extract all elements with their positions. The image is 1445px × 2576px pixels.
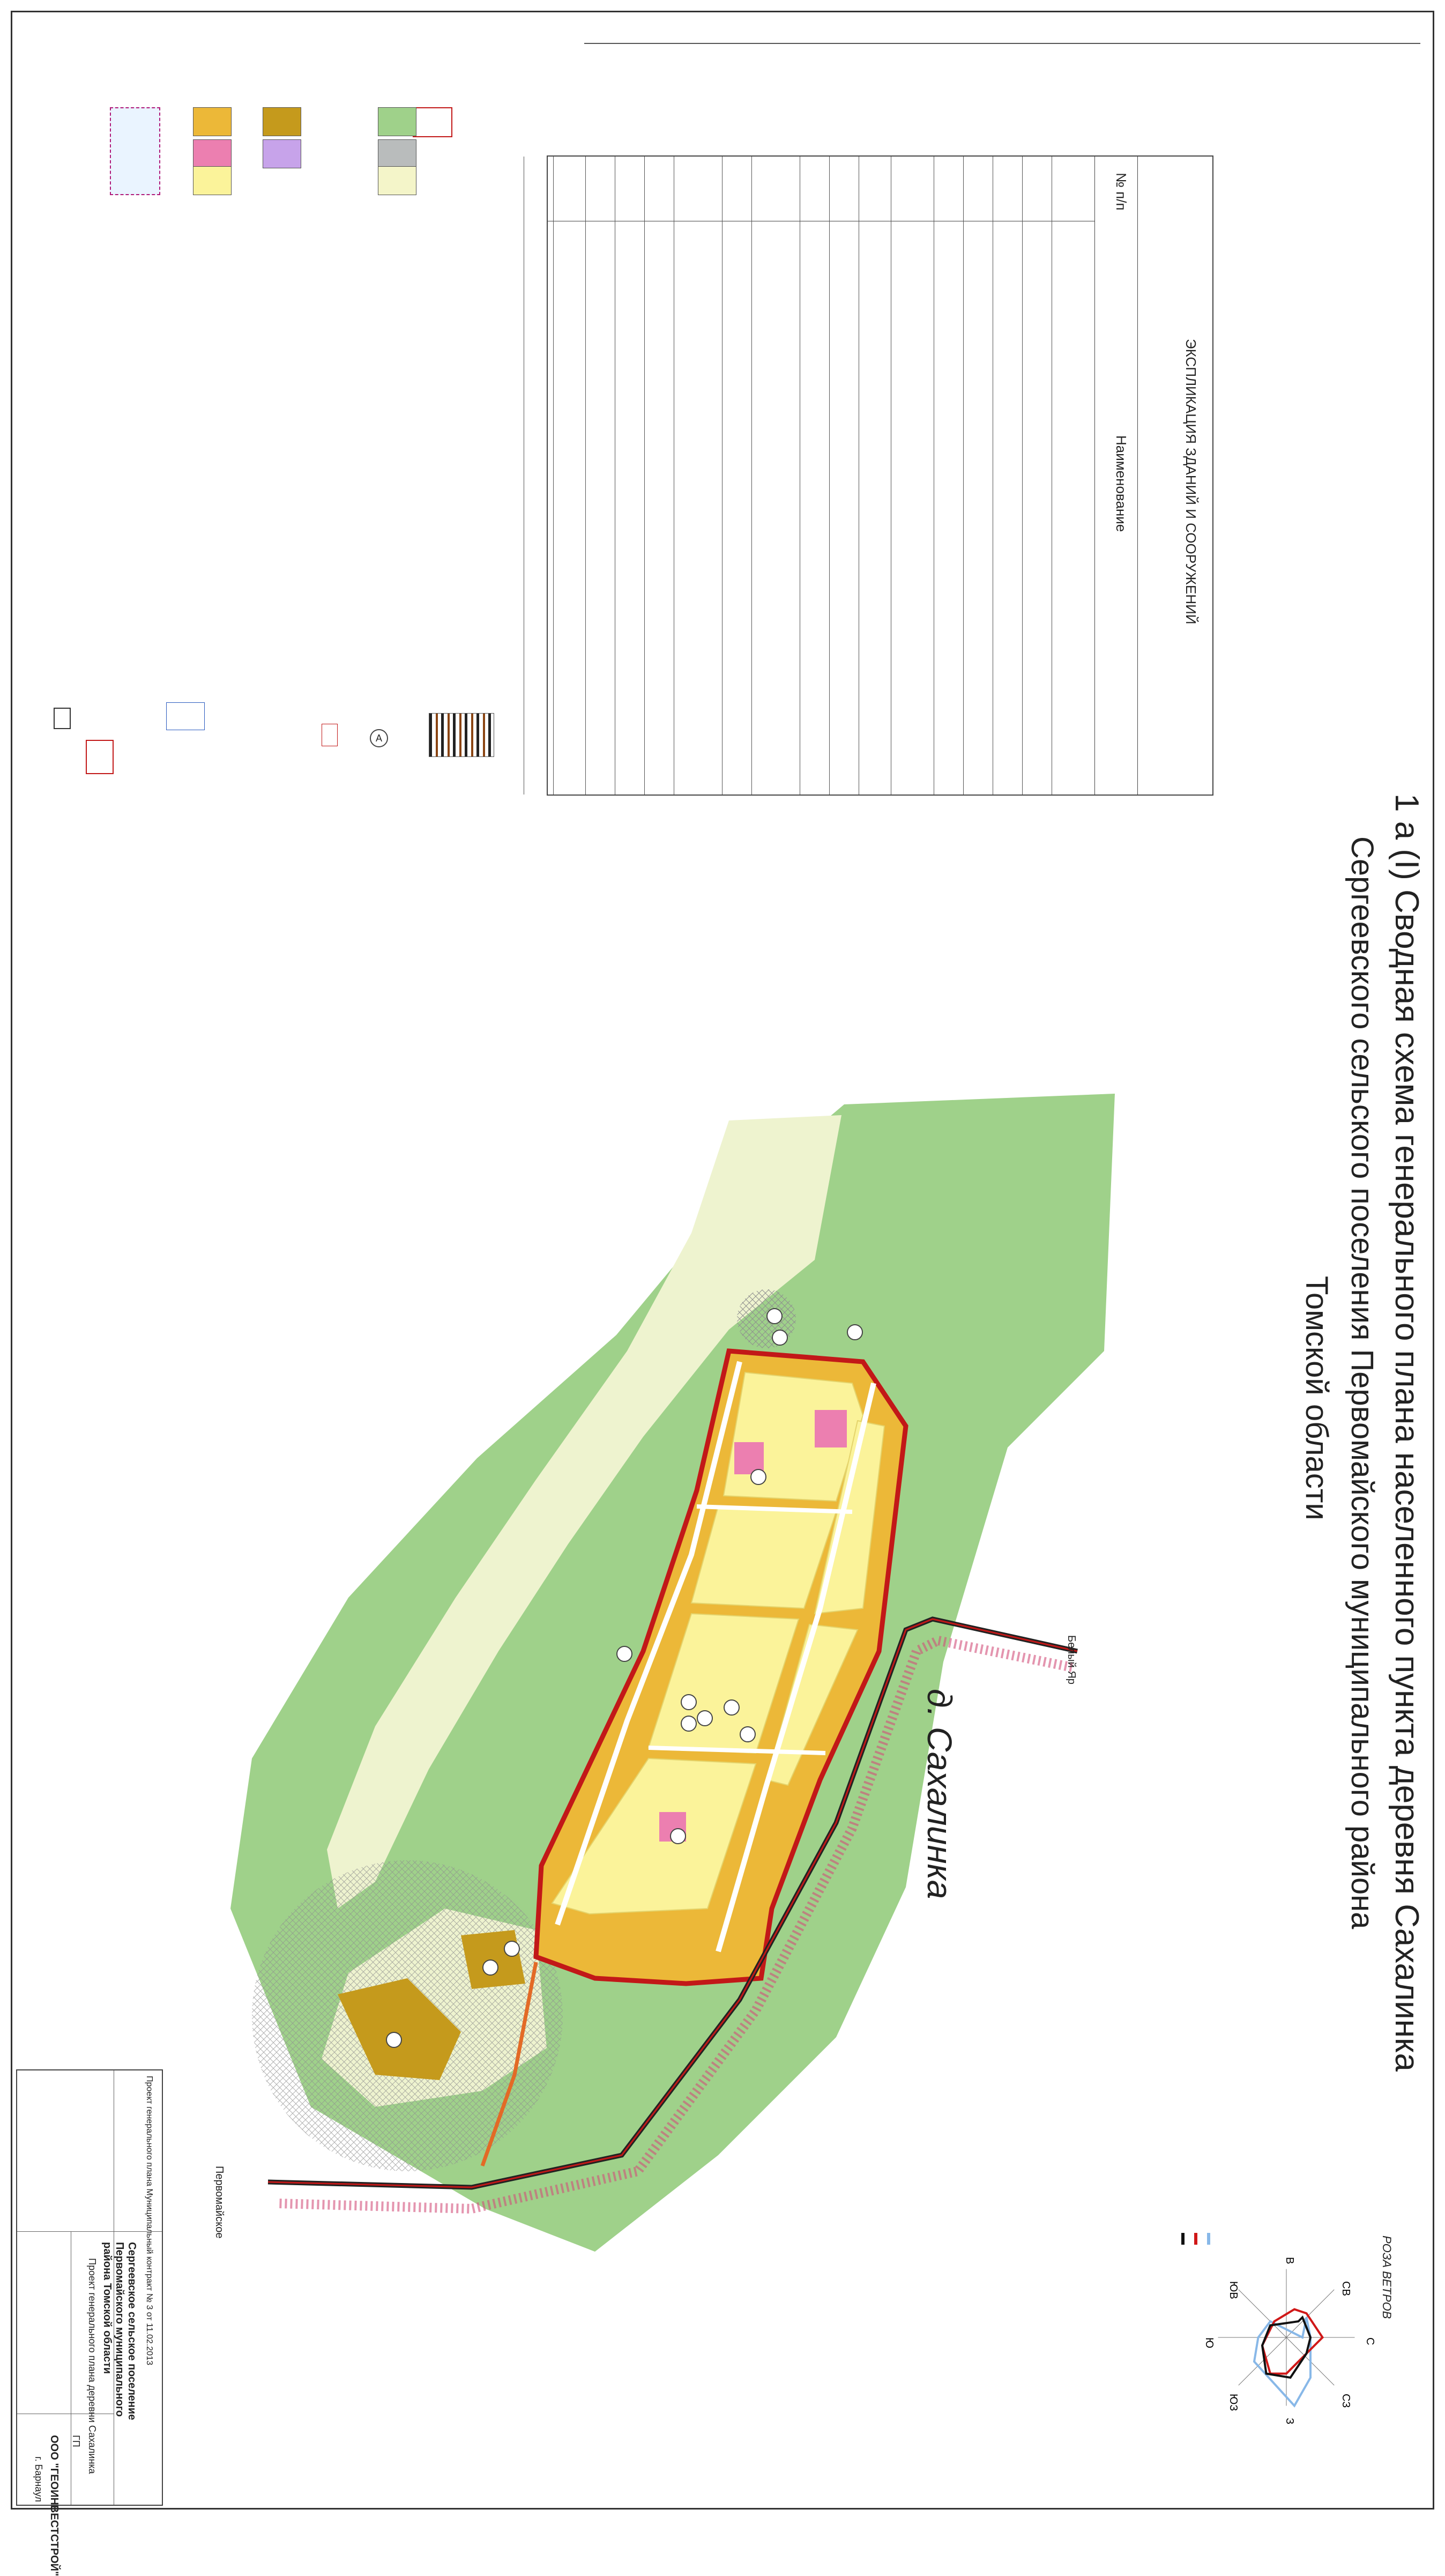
stamp-doc-title: Проект генерального плана деревни Сахалинка <box>87 2258 98 2474</box>
map-number-marker <box>697 1710 713 1726</box>
wind-rose-direction: Ю <box>1203 2337 1215 2349</box>
explication-title: ЭКСПЛИКАЦИЯ ЗДАНИЙ И СООРУЖЕНИЙ <box>1183 339 1199 625</box>
wind-rose-axis <box>1286 2290 1334 2337</box>
bus-stop-icon: A <box>370 729 388 747</box>
public-building-7a <box>815 1410 847 1447</box>
wind-rose-direction: ЮЗ <box>1227 2394 1239 2411</box>
stamp-city: г. Барнаул <box>33 2456 44 2503</box>
map-number-marker <box>482 1959 498 1976</box>
wind-rose-direction: СЗ <box>1340 2394 1352 2408</box>
wind-rose-direction: В <box>1284 2257 1295 2265</box>
wind-rose-legend-swatch <box>1181 2233 1185 2245</box>
stamp-company: ООО "ГЕОИНВЕСТСТРОЙ" <box>48 2435 60 2576</box>
wind-rose-series-1 <box>1262 2310 1323 2374</box>
wind-rose-legend-swatch <box>1207 2233 1210 2245</box>
wind-rose-direction: З <box>1284 2418 1295 2425</box>
wind-rose-chart <box>1179 2225 1394 2450</box>
map-number-marker <box>766 1308 783 1324</box>
village-label: д. Сахалинка <box>920 1689 959 1899</box>
explication-col-num: № п/п <box>1113 173 1129 211</box>
map-number-marker <box>681 1694 697 1710</box>
title-block <box>16 2069 163 2576</box>
stamp-org-title: Сергеевское сельское поселение Первомайского муниципального района Томской области <box>101 2242 138 2421</box>
map-number-marker <box>724 1699 740 1716</box>
wind-rose <box>1179 2225 1394 2450</box>
map-number-marker <box>750 1469 766 1485</box>
explication-col-name: Наименование <box>1113 435 1129 532</box>
wind-rose-title: РОЗА ВЕТРОВ <box>1380 2236 1394 2319</box>
map-number-marker <box>670 1828 686 1844</box>
stamp-contract: Проект генерального плана Муниципальный контракт № 3 от 11.02.2013 <box>145 2076 154 2365</box>
title-line-3: Томской области <box>1299 1276 1334 1520</box>
title-line-1: 1 а (I) Сводная схема генерального плана населенного пункта деревня Сахалинка <box>1388 793 1425 2072</box>
wind-rose-direction: ЮВ <box>1227 2281 1239 2299</box>
map-number-marker <box>772 1330 788 1346</box>
road-label-south: Первомайское <box>213 2166 225 2239</box>
map-number-marker <box>847 1324 863 1340</box>
map-number-marker <box>681 1716 697 1732</box>
map-number-marker <box>386 2032 402 2048</box>
wind-rose-legend-swatch <box>1194 2233 1197 2245</box>
road-label-north: Белый Яр <box>1066 1635 1077 1684</box>
wind-rose-direction: С <box>1364 2337 1376 2345</box>
stamp-stage: ГП <box>71 2435 81 2447</box>
stamp-line-3 <box>17 2231 162 2232</box>
title-line-2: Сергеевского сельского поселения Первомайского муниципального района <box>1345 836 1380 1929</box>
map-number-marker <box>740 1726 756 1742</box>
map-number-marker <box>616 1646 632 1662</box>
map-number-marker <box>504 1941 520 1957</box>
wind-rose-direction: СВ <box>1340 2281 1352 2296</box>
